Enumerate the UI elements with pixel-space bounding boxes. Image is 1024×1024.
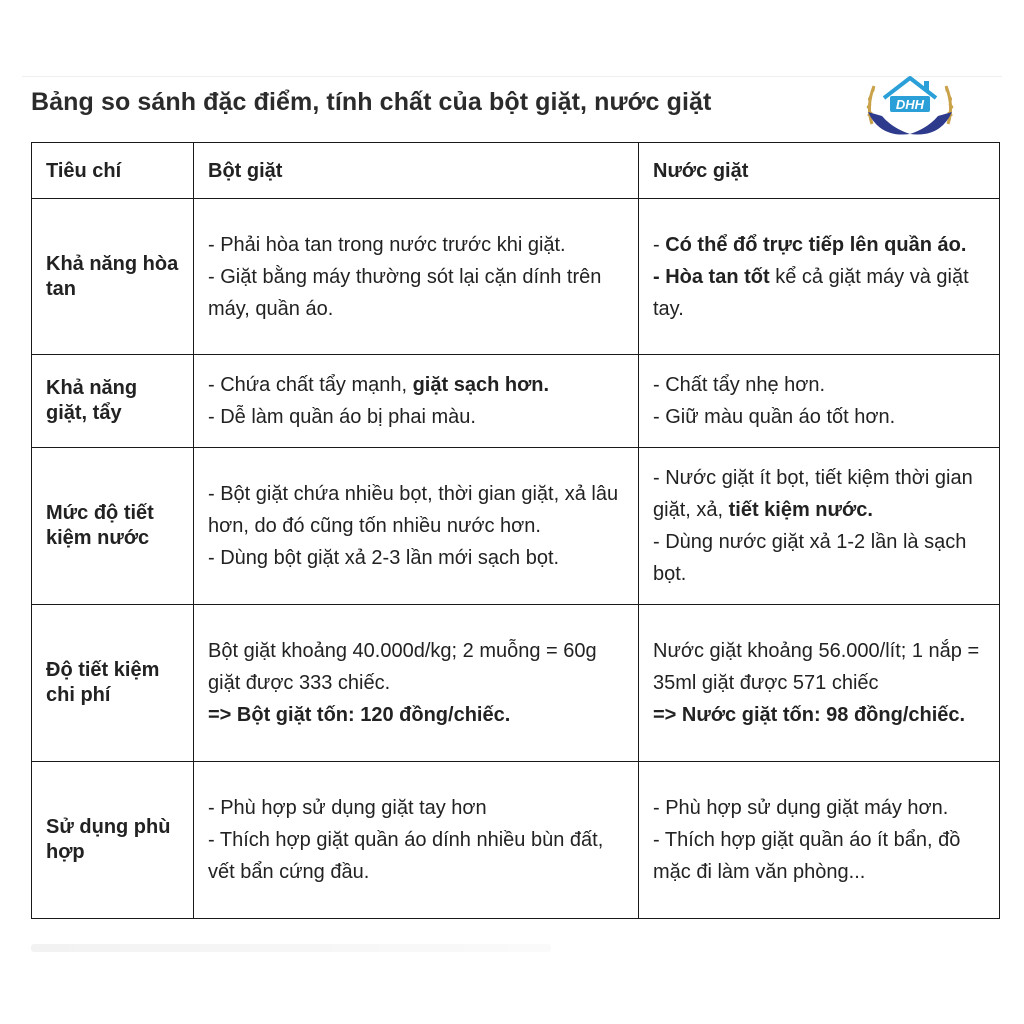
cell-line	[208, 635, 624, 699]
liquid-cell	[639, 199, 1000, 355]
cell-text: - Phù hợp sử dụng giặt tay hơn	[208, 797, 487, 819]
cell-line	[653, 635, 985, 699]
cell-line	[208, 261, 624, 325]
comparison-table	[31, 142, 1000, 919]
header-criteria: Tiêu chí	[32, 143, 194, 199]
powder-cell	[194, 762, 639, 919]
powder-cell	[194, 605, 639, 762]
powder-cell	[194, 448, 639, 605]
header-powder: Bột giặt	[194, 143, 639, 199]
table-header-row	[32, 143, 1000, 199]
cell-line	[653, 401, 985, 433]
cell-text: - Chứa chất tẩy mạnh,	[208, 374, 413, 396]
bold-text: => Bột giặt tốn: 120 đồng/chiếc.	[208, 704, 511, 726]
header-liquid: Nước giặt	[639, 143, 1000, 199]
liquid-cell	[639, 605, 1000, 762]
criteria-cell: Độ tiết kiệm chi phí	[32, 605, 194, 762]
bold-text: => Nước giặt tốn: 98 đồng/chiếc.	[653, 704, 966, 726]
cell-text: - Thích hợp giặt quần áo dính nhiều bùn đất, vết bẩn cứng đầu.	[208, 829, 604, 883]
cell-line	[208, 229, 624, 261]
cell-text: -	[653, 233, 666, 256]
cell-text: - Dùng nước giặt xả 1-2 lần là sạch bọt.	[653, 531, 967, 585]
cell-text: - Dùng bột giặt xả 2-3 lần mới sạch bọt.	[208, 547, 560, 569]
table-row	[32, 355, 1000, 448]
cell-text: - Giặt bằng máy thường sót lại cặn dính trên máy, quần áo.	[208, 265, 602, 320]
table-row	[32, 762, 1000, 919]
cell-line	[208, 699, 624, 731]
liquid-cell	[639, 448, 1000, 605]
criteria-cell: Khả năng giặt, tẩy	[32, 355, 194, 448]
cell-line	[208, 401, 624, 433]
table-row	[32, 605, 1000, 762]
cell-line	[653, 699, 985, 731]
criteria-cell: Khả năng hòa tan	[32, 199, 194, 355]
dhh-logo-icon	[862, 72, 958, 140]
top-divider	[22, 76, 1002, 77]
cell-text: Nước giặt khoảng 56.000/lít; 1 nắp = 35ml giặt được 571 chiếc	[653, 640, 980, 694]
table-row	[32, 448, 1000, 605]
powder-cell	[194, 355, 639, 448]
cell-text: - Thích hợp giặt quần áo ít bẩn, đồ mặc đi làm văn phòng...	[653, 829, 961, 883]
cell-line	[653, 261, 985, 325]
table-row	[32, 199, 1000, 355]
criteria-cell: Sử dụng phù hợp	[32, 762, 194, 919]
cropped-text-remnant	[31, 944, 551, 952]
cell-line	[208, 369, 624, 401]
cell-text: - Nước giặt ít bọt, tiết kiệm thời gian giặt, xả,	[653, 467, 973, 521]
liquid-cell	[639, 355, 1000, 448]
cell-line	[208, 824, 624, 888]
cell-line	[208, 542, 624, 574]
bold-text: tiết kiệm nước.	[728, 499, 873, 521]
cell-line	[653, 824, 985, 888]
powder-cell	[194, 199, 639, 355]
cell-text: kể cả giặt máy và giặt tay.	[653, 265, 969, 320]
cell-line	[653, 229, 985, 261]
cell-line	[653, 526, 985, 590]
cell-text: - Phù hợp sử dụng giặt máy hơn.	[653, 797, 949, 819]
page-title: Bảng so sánh đặc điểm, tính chất của bột giặt, nước giặt	[31, 88, 712, 116]
bold-text: Có thể đổ trực tiếp lên quần áo.	[665, 233, 967, 256]
criteria-cell: Mức độ tiết kiệm nước	[32, 448, 194, 605]
logo-text: DHH	[895, 97, 925, 112]
liquid-cell	[639, 762, 1000, 919]
bold-text: giặt sạch hơn.	[412, 374, 550, 396]
cell-line	[208, 478, 624, 542]
cell-line	[653, 792, 985, 824]
cell-line	[653, 369, 985, 401]
cell-text: Bột giặt khoảng 40.000d/kg; 2 muỗng = 60g giặt được 333 chiếc.	[208, 640, 597, 694]
cell-text: - Phải hòa tan trong nước trước khi giặt.	[208, 233, 566, 256]
cell-text: - Chất tẩy nhẹ hơn.	[653, 374, 826, 396]
cell-text: - Bột giặt chứa nhiều bọt, thời gian giặt, xả lâu hơn, do đó cũng tốn nhiều nước hơn.	[208, 483, 619, 537]
cell-line	[208, 792, 624, 824]
cell-text: - Dễ làm quần áo bị phai màu.	[208, 406, 476, 428]
bold-text: - Hòa tan tốt	[653, 265, 770, 288]
cell-line	[653, 462, 985, 526]
cell-text: - Giữ màu quần áo tốt hơn.	[653, 406, 896, 428]
